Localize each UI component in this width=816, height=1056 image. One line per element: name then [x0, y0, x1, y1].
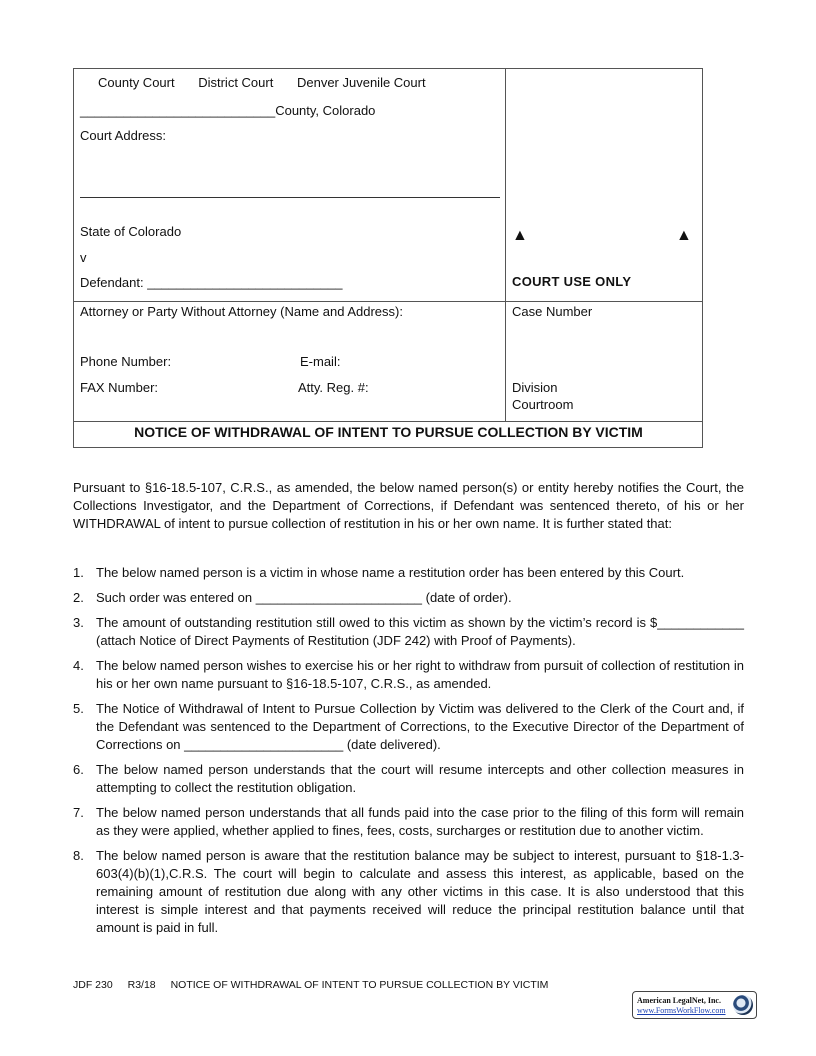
court-options	[98, 75, 446, 90]
attorney-row	[74, 301, 703, 422]
triangle-left-icon: ▲	[512, 227, 528, 244]
item-number: 3.	[73, 615, 84, 630]
item-number: 8.	[73, 848, 84, 863]
statement-item	[73, 761, 744, 797]
intro-paragraph: Pursuant to §16-18.5-107, C.R.S., as amended, the below named person(s) or entity hereby notifies the Court, the Collections Investigator, and the Department of Corrections, if Defendant was sentenced thereto, of his or her WITHDRAWAL of intent to pursue collection of restitution in his or her own name. It is further stated that:	[73, 480, 744, 531]
item-text: The below named person is aware that the restitution balance may be subject to interest, pursuant to §18-1.3-603(4)(b)(1),C.R.S. The court will begin to calculate and assess this interest, as applicable, based on the remaining amount of restitution due along with any other victims in this case. It is also understood that this interest is simple interest and that payments received will reduce the principal restitution balance until that amount is paid in full.	[96, 848, 744, 935]
statement-item	[73, 804, 744, 840]
plaintiff-name: State of Colorado	[80, 224, 182, 239]
atty-reg-label: Atty. Reg. #:	[298, 380, 369, 395]
court-option-denver-juvenile[interactable]: Denver Juvenile Court	[296, 75, 426, 90]
email-label: E-mail:	[300, 354, 341, 369]
address-divider	[80, 197, 500, 198]
defendant-line[interactable]: Defendant: ___________________________	[80, 275, 343, 290]
publisher-name: American LegalNet, Inc.	[637, 996, 721, 1005]
phone-label: Phone Number:	[80, 354, 172, 369]
statement-item	[73, 700, 744, 754]
publisher-badge[interactable]	[632, 991, 757, 1019]
form-revision: R3/18	[127, 979, 156, 991]
publisher-link[interactable]: www.FormsWorkFlow.com	[637, 1006, 726, 1015]
item-number: 4.	[73, 658, 84, 673]
globe-logo-icon	[733, 995, 753, 1015]
item-text[interactable]: Such order was entered on _______________________ (date of order).	[96, 590, 512, 605]
court-address-label: Court Address:	[80, 128, 166, 143]
caption-box	[73, 68, 703, 448]
statement-item	[73, 589, 744, 607]
item-text[interactable]: The amount of outstanding restitution still owed to this victim as shown by the victim’s record is $____________ (attach Notice of Direct Payments of Restitution (JDF 242) with Proof of Payments).	[96, 615, 744, 648]
court-use-cell	[505, 69, 704, 301]
statement-item	[73, 614, 744, 650]
item-number: 1.	[73, 565, 84, 580]
division-label: Division	[512, 380, 558, 395]
item-number: 7.	[73, 805, 84, 820]
item-number: 6.	[73, 762, 84, 777]
county-line[interactable]: ___________________________County, Colorado	[80, 103, 376, 118]
statement-item	[73, 564, 744, 582]
attorney-label: Attorney or Party Without Attorney (Name and Address):	[80, 304, 403, 319]
item-number: 2.	[73, 590, 84, 605]
item-text[interactable]: The Notice of Withdrawal of Intent to Pursue Collection by Victim was delivered to the Clerk of the Court and, if the Defendant was sentenced to the Department of Corrections, to the Executive Director of the Department of Corrections on ______________________ (date delivered).	[96, 701, 744, 752]
item-text: The below named person wishes to exercise his or her right to withdraw from pursuit of collection of restitution in his or her own name pursuant to §16-18.5-107, C.R.S., as amended.	[96, 658, 744, 691]
form-title: NOTICE OF WITHDRAWAL OF INTENT TO PURSUE COLLECTION BY VICTIM	[74, 421, 703, 449]
footer-title: NOTICE OF WITHDRAWAL OF INTENT TO PURSUE COLLECTION BY VICTIM	[170, 979, 549, 991]
courtroom-label: Courtroom	[512, 397, 574, 412]
triangle-right-icon: ▲	[676, 227, 692, 244]
statement-item	[73, 657, 744, 693]
statement-list	[73, 564, 744, 944]
item-text: The below named person understands that all funds paid into the case prior to the filing of this form will remain as they were applied, whether applied to fines, fees, costs, surcharges or restitution due to another victim.	[96, 805, 744, 838]
item-text: The below named person is a victim in whose name a restitution order has been entered by this Court.	[96, 565, 685, 580]
case-number-label: Case Number	[512, 304, 593, 319]
versus-label: v	[80, 250, 87, 265]
court-info-cell	[74, 69, 505, 301]
page-footer	[73, 979, 560, 991]
item-text: The below named person understands that the court will resume intercepts and other collection measures in attempting to collect the restitution obligation.	[96, 762, 744, 795]
item-number: 5.	[73, 701, 84, 716]
court-use-only-label: COURT USE ONLY	[512, 274, 632, 289]
court-option-district[interactable]: District Court	[198, 75, 274, 90]
case-number-cell	[505, 302, 704, 422]
statement-item	[73, 847, 744, 937]
court-option-county[interactable]: County Court	[98, 75, 175, 90]
attorney-cell	[74, 302, 505, 422]
fax-label: FAX Number:	[80, 380, 159, 395]
form-number: JDF 230	[73, 979, 113, 991]
